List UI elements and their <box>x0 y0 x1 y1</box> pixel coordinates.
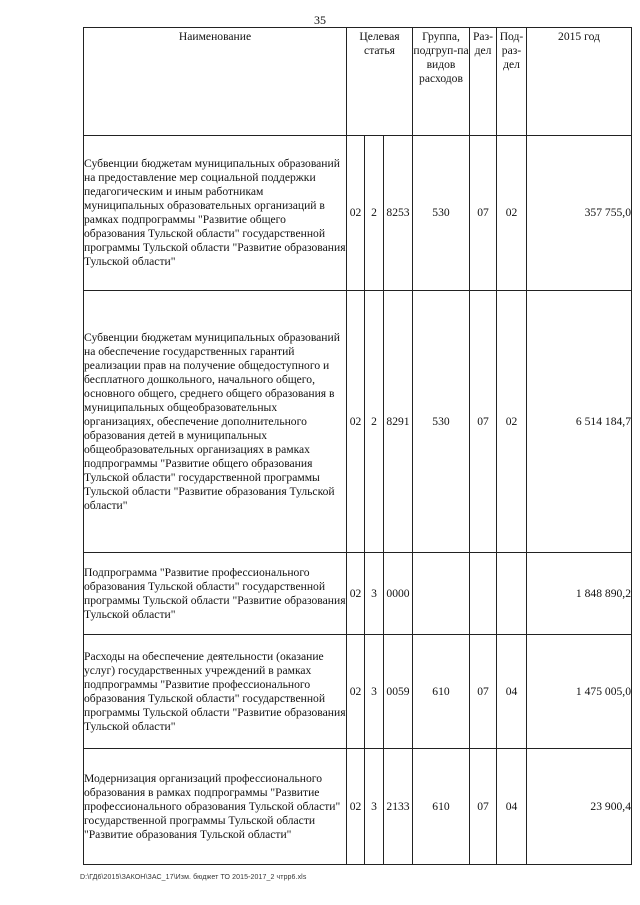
row-direction-code: 8291 <box>384 291 413 553</box>
row-program-code: 02 <box>347 136 365 291</box>
row-name: Модернизация организаций профессионального образования в рамках подпрограммы "Развитие профессионального образования Тульской области" государственной программы Тульской области "Развитие образования Тульской области" <box>84 749 347 865</box>
row-amount: 1 475 005,0 <box>527 635 632 749</box>
row-amount: 6 514 184,7 <box>527 291 632 553</box>
row-program-code: 02 <box>347 749 365 865</box>
row-program-code: 02 <box>347 291 365 553</box>
row-expense-group <box>413 553 470 635</box>
row-amount: 1 848 890,2 <box>527 553 632 635</box>
table-row <box>84 553 632 635</box>
table-row <box>84 136 632 291</box>
row-direction-code: 0059 <box>384 635 413 749</box>
row-direction-code: 0000 <box>384 553 413 635</box>
table-row <box>84 635 632 749</box>
header-subsection: Под-раз-дел <box>497 28 527 136</box>
table-row <box>84 291 632 553</box>
row-name: Расходы на обеспечение деятельности (оказание услуг) государственных учреждений в рамках подпрограммы "Развитие профессионального образования Тульской области" государственной программы Тульской области "Развитие образования Тульской области" <box>84 635 347 749</box>
footer-file-path: D:\ГД6\2015\ЗАКОН\ЗАС_17\Изм. бюджет ТО 2015-2017_2 чтрр6.xls <box>80 874 307 881</box>
row-subprogram-code: 2 <box>365 291 384 553</box>
row-subprogram-code: 3 <box>365 635 384 749</box>
row-name: Подпрограмма "Развитие профессионального образования Тульской области" государственной программы Тульской области "Развитие образования Тульской области" <box>84 553 347 635</box>
header-year: 2015 год <box>527 28 632 136</box>
row-name: Субвенции бюджетам муниципальных образований на предоставление мер социальной поддержки педагогическим и иным работникам муниципальных образовательных организаций в рамках подпрограммы "Развитие общего образования Тульской области" государственной программы Тульской области "Развитие образования Тульской области" <box>84 136 347 291</box>
row-name: Субвенции бюджетам муниципальных образований на обеспечение государственных гарантий реализации прав на получение общедоступного и бесплатного дошкольного, начального общего, основного общего, среднего общего образования в муниципальных общеобразовательных организациях, обеспечение дополнительного образования детей в муниципальных общеобразовательных организациях в рамках подпрограммы "Развитие общего образования Тульской области" государственной программы Тульской области "Развитие образования Тульской области" <box>84 291 347 553</box>
row-program-code: 02 <box>347 635 365 749</box>
header-expense-group: Группа, подгруп-па видов расходов <box>413 28 470 136</box>
table-row <box>84 749 632 865</box>
header-row <box>84 28 632 136</box>
row-section: 07 <box>470 136 497 291</box>
row-direction-code: 8253 <box>384 136 413 291</box>
row-subsection: 04 <box>497 749 527 865</box>
row-subsection: 02 <box>497 136 527 291</box>
row-expense-group: 610 <box>413 635 470 749</box>
row-section <box>470 553 497 635</box>
row-section: 07 <box>470 749 497 865</box>
row-expense-group: 530 <box>413 136 470 291</box>
row-section: 07 <box>470 291 497 553</box>
row-subprogram-code: 3 <box>365 749 384 865</box>
budget-table <box>83 27 632 865</box>
row-subsection <box>497 553 527 635</box>
page-number: 35 <box>314 13 326 27</box>
row-subprogram-code: 3 <box>365 553 384 635</box>
header-target-article: Целевая статья <box>347 28 413 136</box>
row-subsection: 02 <box>497 291 527 553</box>
row-subsection: 04 <box>497 635 527 749</box>
row-subprogram-code: 2 <box>365 136 384 291</box>
row-section: 07 <box>470 635 497 749</box>
row-expense-group: 530 <box>413 291 470 553</box>
header-name: Наименование <box>84 28 347 136</box>
row-direction-code: 2133 <box>384 749 413 865</box>
row-amount: 357 755,0 <box>527 136 632 291</box>
row-program-code: 02 <box>347 553 365 635</box>
header-section: Раз-дел <box>470 28 497 136</box>
row-expense-group: 610 <box>413 749 470 865</box>
row-amount: 23 900,4 <box>527 749 632 865</box>
